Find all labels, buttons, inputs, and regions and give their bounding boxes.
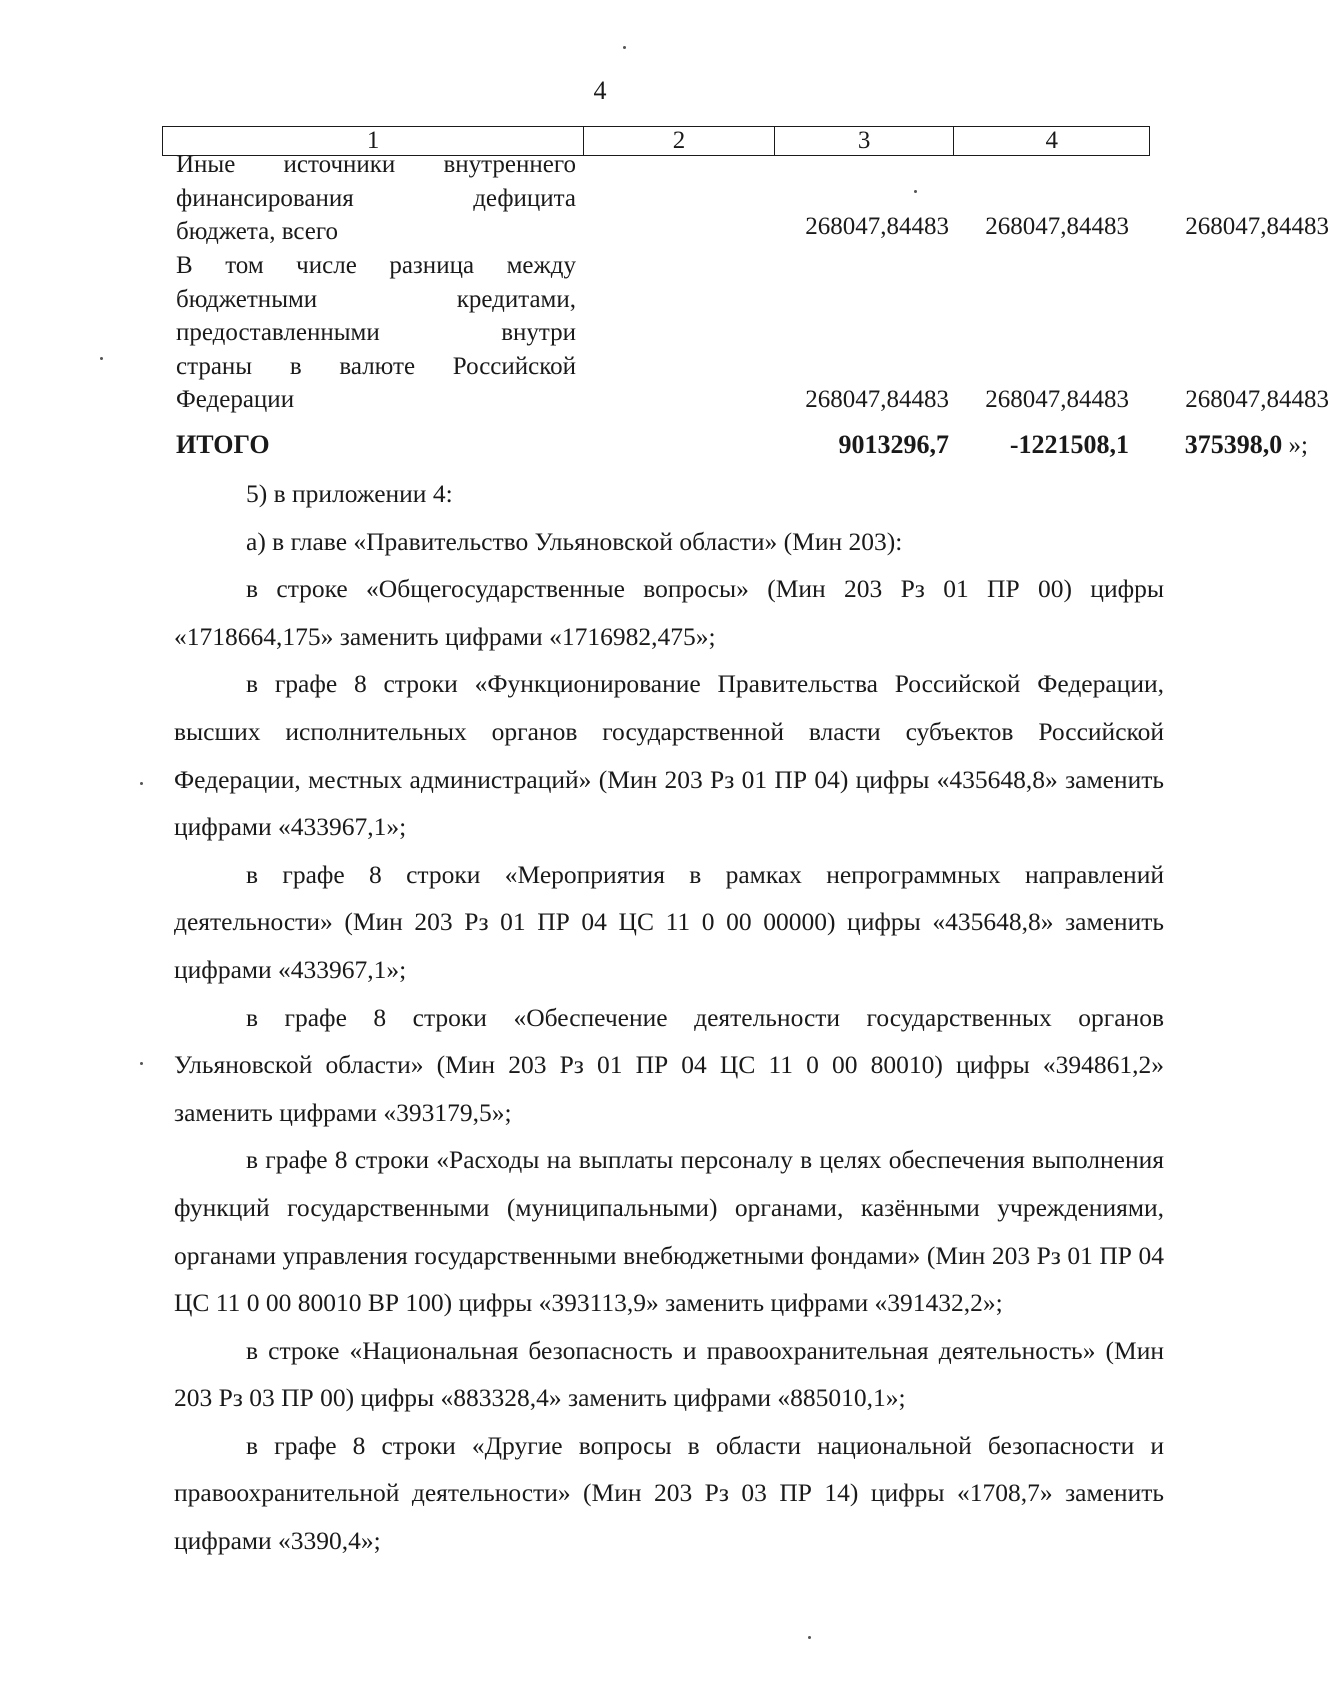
row-value-col2: 268047,84483: [805, 213, 949, 240]
paragraph: в графе 8 строки «Функционирование Правительства Российской Федерации, высших исполнительных органов государственной власти субъектов Российской Федерации, местных администраций» (Мин 203 Рз 01 ПР 04) цифры «435648,8» заменить цифрами «433967,1»;: [174, 669, 1164, 842]
row-value-col2: 268047,84483: [805, 386, 949, 413]
paragraph: в строке «Национальная безопасность и правоохранительная деятельность» (Мин 203 Рз 03 ПР 00) цифры «883328,4» заменить цифрами «885010,1»;: [174, 1335, 1164, 1413]
amendment-text: [174, 470, 1164, 1565]
row-label-line: В том числе разница между: [176, 252, 576, 279]
paragraph: 5) в приложении 4:: [246, 479, 453, 508]
row-label-line: бюджета, всего: [176, 218, 338, 245]
row-value-col4: 268047,84483: [1185, 386, 1329, 413]
paragraph: в графе 8 строки «Расходы на выплаты персоналу в целях обеспечения выполнения функций государственными (муниципальными) органами, казёнными учреждениями, органами управления государственными внебюджетными фондами» (Мин 203 Рз 01 ПР 04 ЦС 11 0 00 80010 ВР 100) цифры «393113,9» заменить цифрами «391432,2»;: [174, 1145, 1164, 1318]
row-label-line: страны в валюте Российской: [176, 352, 576, 380]
page-number: 4: [593, 76, 607, 105]
table-total-row: [176, 428, 1308, 464]
table-row: [176, 148, 1329, 249]
paragraph: в графе 8 строки «Обеспечение деятельности государственных органов Ульяновской области» (Мин 203 Рз 01 ПР 04 ЦС 11 0 00 80010) цифры «394861,2» заменить цифрами «393179,5»;: [174, 1002, 1164, 1127]
total-value-col4: [1129, 428, 1308, 463]
row-label-line: Федерации: [176, 386, 295, 413]
scan-speck: [808, 1636, 811, 1639]
row-label-line: Иные источники внутреннего: [176, 151, 576, 178]
row-label-line: финансирования дефицита: [176, 184, 576, 212]
column-header-1: 1: [163, 127, 584, 155]
paragraph: а) в главе «Правительство Ульяновской области» (Мин 203):: [246, 526, 903, 556]
row-value-col3: 268047,84483: [985, 386, 1129, 413]
scan-speck: [100, 357, 103, 360]
paragraph: в строке «Общегосударственные вопросы» (Мин 203 Рз 01 ПР 00) цифры «1718664,175» заменить цифрами «1716982,475»;: [174, 574, 1164, 651]
total-value-col2: 9013296,7: [838, 430, 949, 459]
column-header-2: 2: [584, 127, 775, 155]
paragraph: в графе 8 строки «Мероприятия в рамках непрограммных направлений деятельности» (Мин 203 Рз 01 ПР 04 ЦС 11 0 00 00000) цифры «435648,8» заменить цифрами «433967,1»;: [174, 859, 1164, 984]
row-value-col3: 268047,84483: [985, 213, 1129, 240]
column-header-4: 4: [1045, 127, 1058, 154]
closing-quote: »;: [1282, 432, 1308, 459]
row-label-line: предоставленными внутри: [176, 319, 576, 346]
row-label-line: бюджетными кредитами,: [176, 285, 576, 313]
scan-speck: [914, 190, 917, 193]
scan-speck: [623, 46, 626, 49]
scan-speck: [140, 782, 143, 785]
total-value-col4-number: 375398,0: [1184, 430, 1283, 459]
column-header-3: 3: [775, 127, 955, 155]
scan-speck: [140, 1062, 143, 1065]
paragraph: в графе 8 строки «Другие вопросы в области национальной безопасности и правоохранительной деятельности» (Мин 203 Рз 03 ПР 14) цифры «1708,7» заменить цифрами «3390,4»;: [174, 1430, 1164, 1556]
total-label: ИТОГО: [176, 430, 270, 459]
total-value-col3: -1221508,1: [1009, 430, 1129, 459]
row-value-col4: 268047,84483: [1185, 213, 1329, 240]
table-row: [176, 249, 1329, 417]
